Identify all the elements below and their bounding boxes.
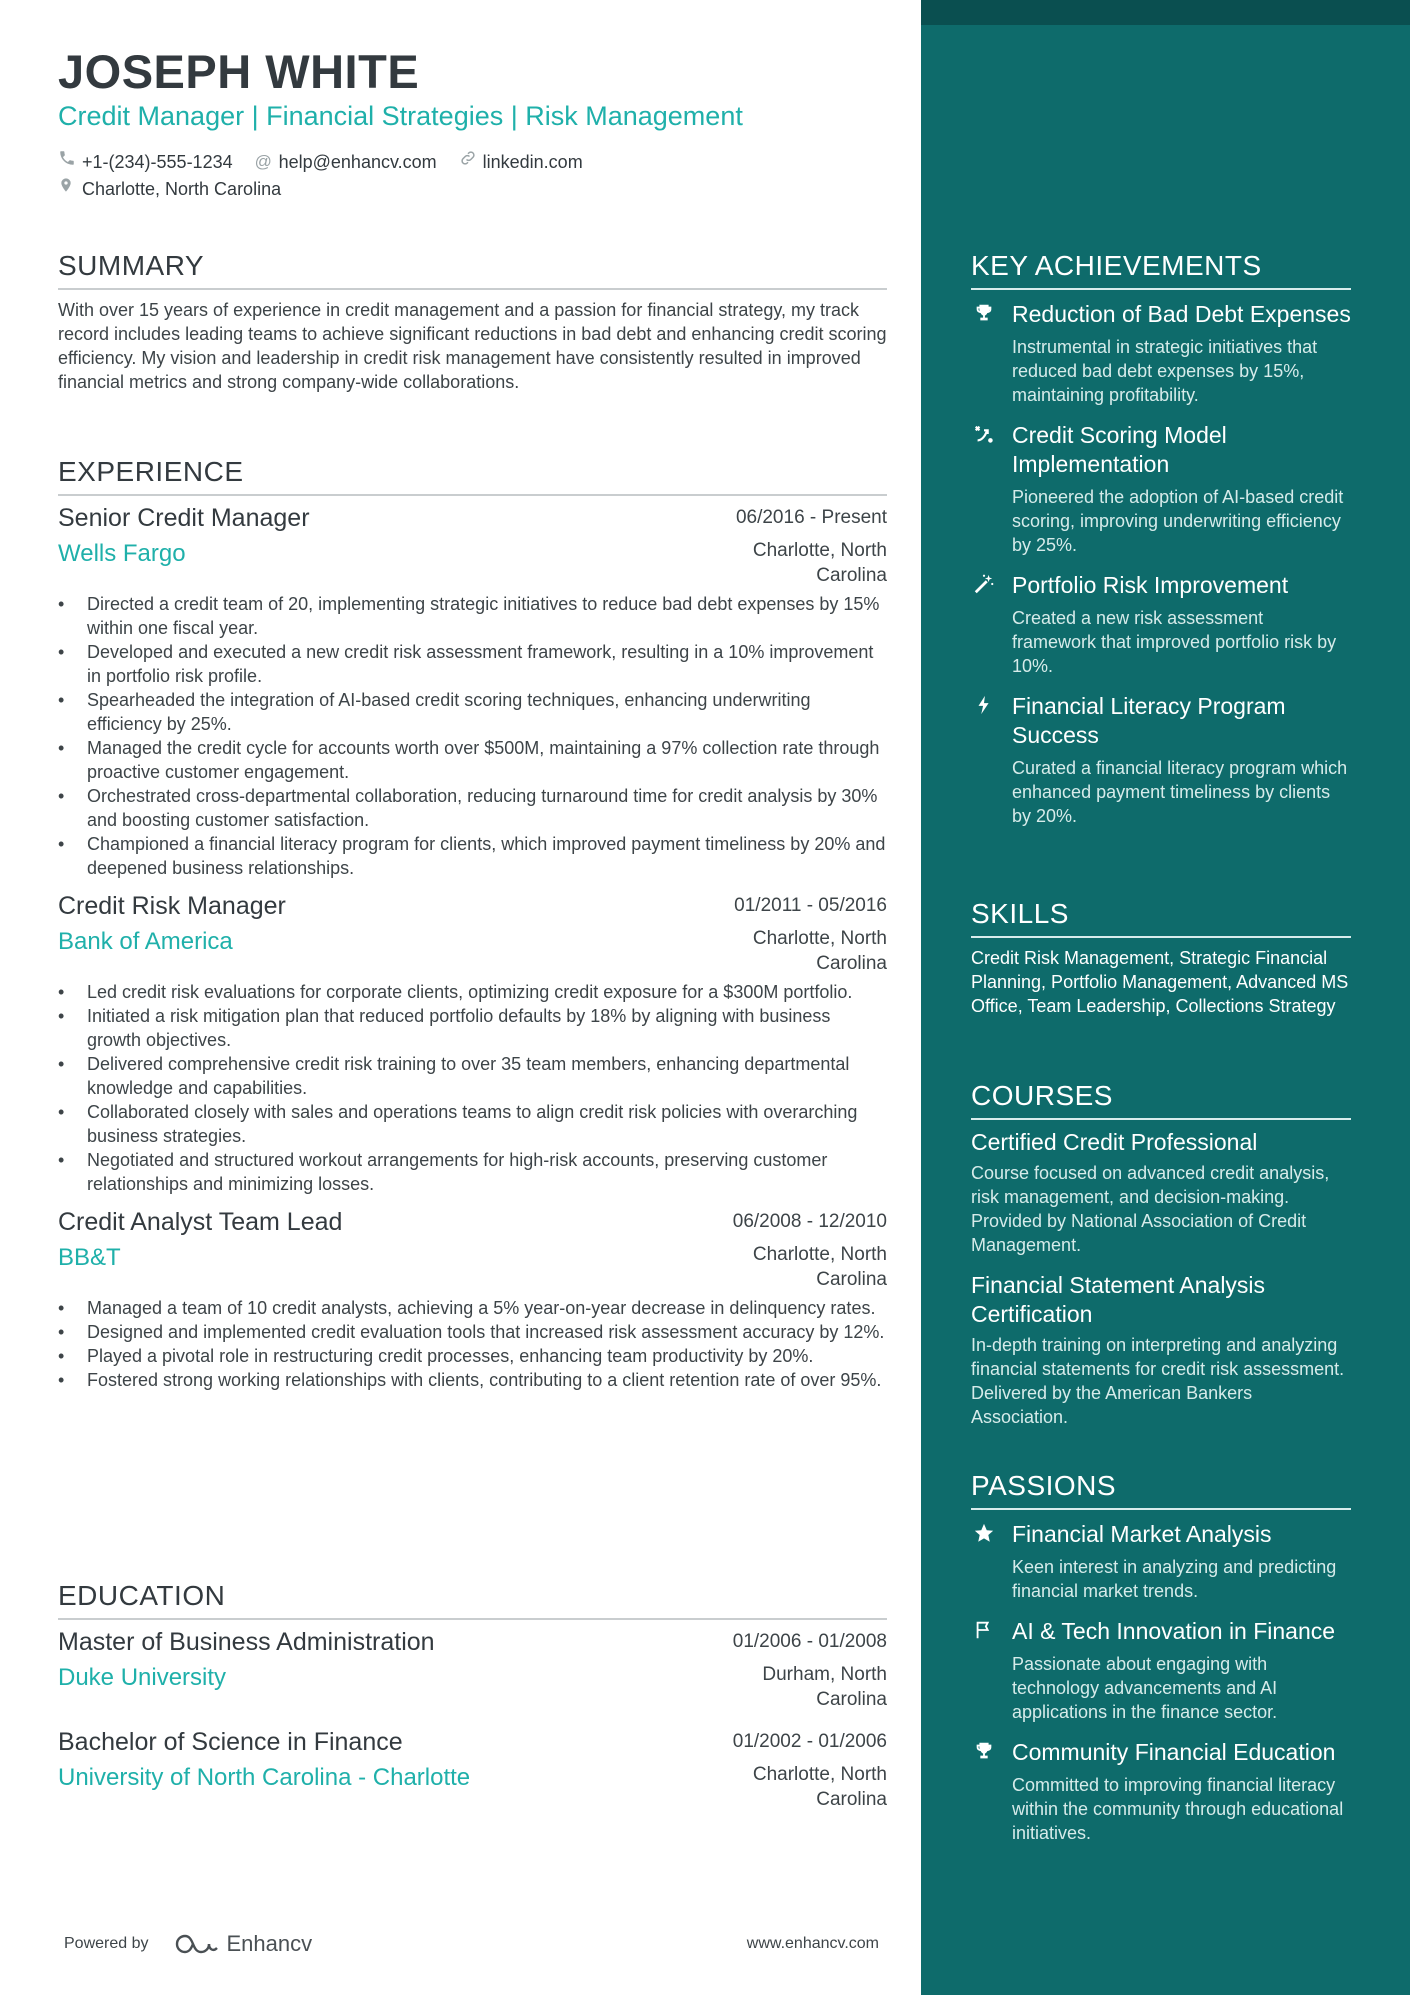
job-title: Credit Risk Manager [58,892,286,920]
footer [64,1929,879,1959]
flag-icon [971,1619,997,1645]
achievements-divider [971,288,1351,290]
passions-divider [971,1508,1351,1510]
course-title: Certified Credit Professional [971,1129,1258,1155]
star-icon [971,1522,997,1548]
company-name: BB&T [58,1244,121,1271]
passion-title: Financial Market Analysis [1012,1521,1272,1547]
skills-text: Credit Risk Management, Strategic Financial Planning, Portfolio Management, Advanced MS Office, Team Leadership, Collections Strategy [971,948,1349,1016]
bullet-item: • Developed and executed a new credit risk assessment framework, resulting in a 10% improvement in portfolio risk profile. [58,640,887,688]
job-dates: 01/2011 - 05/2016 [734,895,887,916]
achievement-item [971,571,1351,678]
sidebar-top-bar [921,0,1410,25]
candidate-name: JOSEPH WHITE [58,45,420,98]
education-divider [58,1618,887,1620]
school-name: University of North Carolina - Charlotte [58,1764,471,1791]
strategy-icon [971,423,997,449]
education-entry [58,1726,887,1812]
summary-text: With over 15 years of experience in credit management and a passion for financial strategy, my track record includes leading teams to achieve significant reductions in bad debt and enhancing credit scoring efficiency. My vision and leadership in credit risk management have consistently resulted in improved financial metrics and strong company-wide collaborations. [58,300,887,392]
experience-heading: EXPERIENCE [58,456,244,487]
achievements-heading: KEY ACHIEVEMENTS [971,250,1262,281]
footer-url[interactable]: www.enhancv.com [746,1935,879,1952]
skills-section [971,896,1351,1018]
passion-item [971,1520,1351,1603]
job-entry [58,890,887,1196]
bullet-item: • Delivered comprehensive credit risk training to over 35 team members, enhancing departmental knowledge and capabilities. [58,1052,887,1100]
passions-section [971,1468,1351,1845]
achievement-desc: Created a new risk assessment framework that improved portfolio risk by 10%. [1012,608,1337,676]
bullet-item: • Championed a financial literacy program for clients, which improved payment timeliness by 20% and deepened business relationships. [58,832,887,880]
course-desc: In-depth training on interpreting and analyzing financial statements for credit risk assessment. Delivered by the American Bankers Association. [971,1335,1345,1427]
bullet-item: • Fostered strong working relationships with clients, contributing to a client retention rate of over 95%. [58,1368,887,1392]
trophy-icon [971,1740,997,1766]
powered-by-label: Powered by [64,1935,149,1952]
experience-divider [58,494,887,496]
company-name: Bank of America [58,928,233,955]
job-bullets [58,592,887,880]
contact-info [58,148,887,202]
location-pin-icon [58,176,82,202]
job-entry [58,502,887,880]
job-title: Credit Analyst Team Lead [58,1208,343,1236]
course-item [971,1128,1351,1257]
passion-desc: Committed to improving financial literacy within the community through educational initiatives. [1012,1775,1344,1843]
achievement-title: Portfolio Risk Improvement [1012,572,1289,598]
achievement-desc: Instrumental in strategic initiatives that reduced bad debt expenses by 15%, maintaining profitability. [1012,337,1318,405]
degree-title: Bachelor of Science in Finance [58,1728,403,1756]
at-icon: @ [254,151,272,171]
passion-title: Community Financial Education [1012,1739,1336,1765]
degree-title: Master of Business Administration [58,1628,435,1656]
course-item [971,1271,1351,1429]
linkedin-item [459,149,583,175]
bolt-icon [971,694,997,720]
bullet-item: • Managed the credit cycle for accounts worth over $500M, maintaining a 97% collection rate through proactive customer engagement. [58,736,887,784]
skills-heading: SKILLS [971,898,1069,929]
phone-item [58,149,233,175]
summary-divider [58,288,887,290]
company-name: Wells Fargo [58,540,186,567]
passion-item [971,1738,1351,1845]
bullet-item: • Orchestrated cross-departmental collaboration, reducing turnaround time for credit analysis by 30% and boosting customer satisfaction. [58,784,887,832]
bullet-item: • Directed a credit team of 20, implementing strategic initiatives to reduce bad debt expenses by 15% within one fiscal year. [58,592,887,640]
achievement-item [971,300,1351,407]
job-entry [58,1206,887,1392]
sidebar [921,0,1410,1995]
job-dates: 06/2008 - 12/2010 [732,1211,887,1232]
phone-icon [58,149,82,175]
course-desc: Course focused on advanced credit analysis, risk management, and decision-making. Provided by National Association of Credit Management. [971,1163,1330,1255]
passion-desc: Keen interest in analyzing and predicting financial market trends. [1012,1557,1337,1601]
job-location: Charlotte, North Carolina [752,1244,887,1290]
achievement-title: Financial Literacy Program Success [1012,693,1286,748]
email-text[interactable]: help@enhancv.com [278,151,437,172]
bullet-item: • Managed a team of 10 credit analysts, achieving a 5% year-on-year decrease in delinquency rates. [58,1296,887,1320]
education-dates: 01/2002 - 01/2006 [732,1731,887,1752]
achievement-title: Reduction of Bad Debt Expenses [1012,301,1351,327]
bullet-item: • Initiated a risk mitigation plan that reduced portfolio defaults by 18% by aligning with business growth objectives. [58,1004,887,1052]
passions-heading: PASSIONS [971,1470,1117,1501]
enhancv-logo[interactable] [173,1931,313,1957]
bullet-item: • Collaborated closely with sales and operations teams to align credit risk policies with overarching business strategies. [58,1100,887,1148]
school-location: Charlotte, North Carolina [752,1764,887,1810]
education-section [58,1578,887,1812]
achievement-item [971,692,1351,828]
phone-text[interactable]: +1-(234)-555-1234 [82,151,233,172]
experience-section [58,454,887,1392]
summary-section [58,248,887,394]
bullet-item: • Led credit risk evaluations for corporate clients, optimizing credit exposure for a $300M portfolio. [58,980,887,1004]
passion-desc: Passionate about engaging with technology advancements and AI applications in the finance sector. [1012,1654,1278,1722]
email-item [255,149,437,175]
enhancv-brand-text: Enhancv [226,1931,313,1956]
achievement-title: Credit Scoring Model Implementation [1012,422,1227,477]
bullet-item: • Negotiated and structured workout arrangements for high-risk accounts, preserving customer relationships and minimizing losses. [58,1148,887,1196]
course-title: Financial Statement Analysis Certification [971,1272,1266,1327]
skills-divider [971,936,1351,938]
achievement-desc: Curated a financial literacy program which enhanced payment timeliness by clients by 20%. [1012,758,1348,826]
location-text: Charlotte, North Carolina [82,178,282,199]
courses-heading: COURSES [971,1080,1113,1111]
bullet-item: • Played a pivotal role in restructuring credit processes, enhancing team productivity by 20%. [58,1344,887,1368]
job-location: Charlotte, North Carolina [752,928,887,974]
passion-item [971,1617,1351,1724]
education-heading: EDUCATION [58,1580,226,1611]
candidate-title: Credit Manager | Financial Strategies | Risk Management [58,101,743,131]
courses-section [971,1078,1351,1429]
job-bullets [58,1296,887,1392]
job-dates: 06/2016 - Present [735,507,887,528]
education-entry [58,1626,887,1712]
passion-title: AI & Tech Innovation in Finance [1012,1618,1336,1644]
achievements-section [971,248,1351,828]
school-location: Durham, North Carolina [762,1664,887,1710]
job-bullets [58,980,887,1196]
courses-divider [971,1118,1351,1120]
bullet-item: • Designed and implemented credit evaluation tools that increased risk assessment accuracy by 12%. [58,1320,887,1344]
achievement-desc: Pioneered the adoption of AI-based credit scoring, improving underwriting efficiency by 25%. [1012,487,1344,555]
school-name: Duke University [58,1664,227,1691]
linkedin-text[interactable]: linkedin.com [482,151,583,172]
education-dates: 01/2006 - 01/2008 [732,1631,887,1652]
link-icon [459,149,483,175]
enhancv-logo-icon [173,1932,221,1956]
magic-wand-icon [971,573,997,599]
job-location: Charlotte, North Carolina [752,540,887,586]
job-title: Senior Credit Manager [58,504,310,532]
location-item [58,176,281,202]
trophy-icon [971,302,997,328]
bullet-item: • Spearheaded the integration of AI-based credit scoring techniques, enhancing underwriting efficiency by 25%. [58,688,887,736]
achievement-item [971,421,1351,557]
summary-heading: SUMMARY [58,250,205,281]
